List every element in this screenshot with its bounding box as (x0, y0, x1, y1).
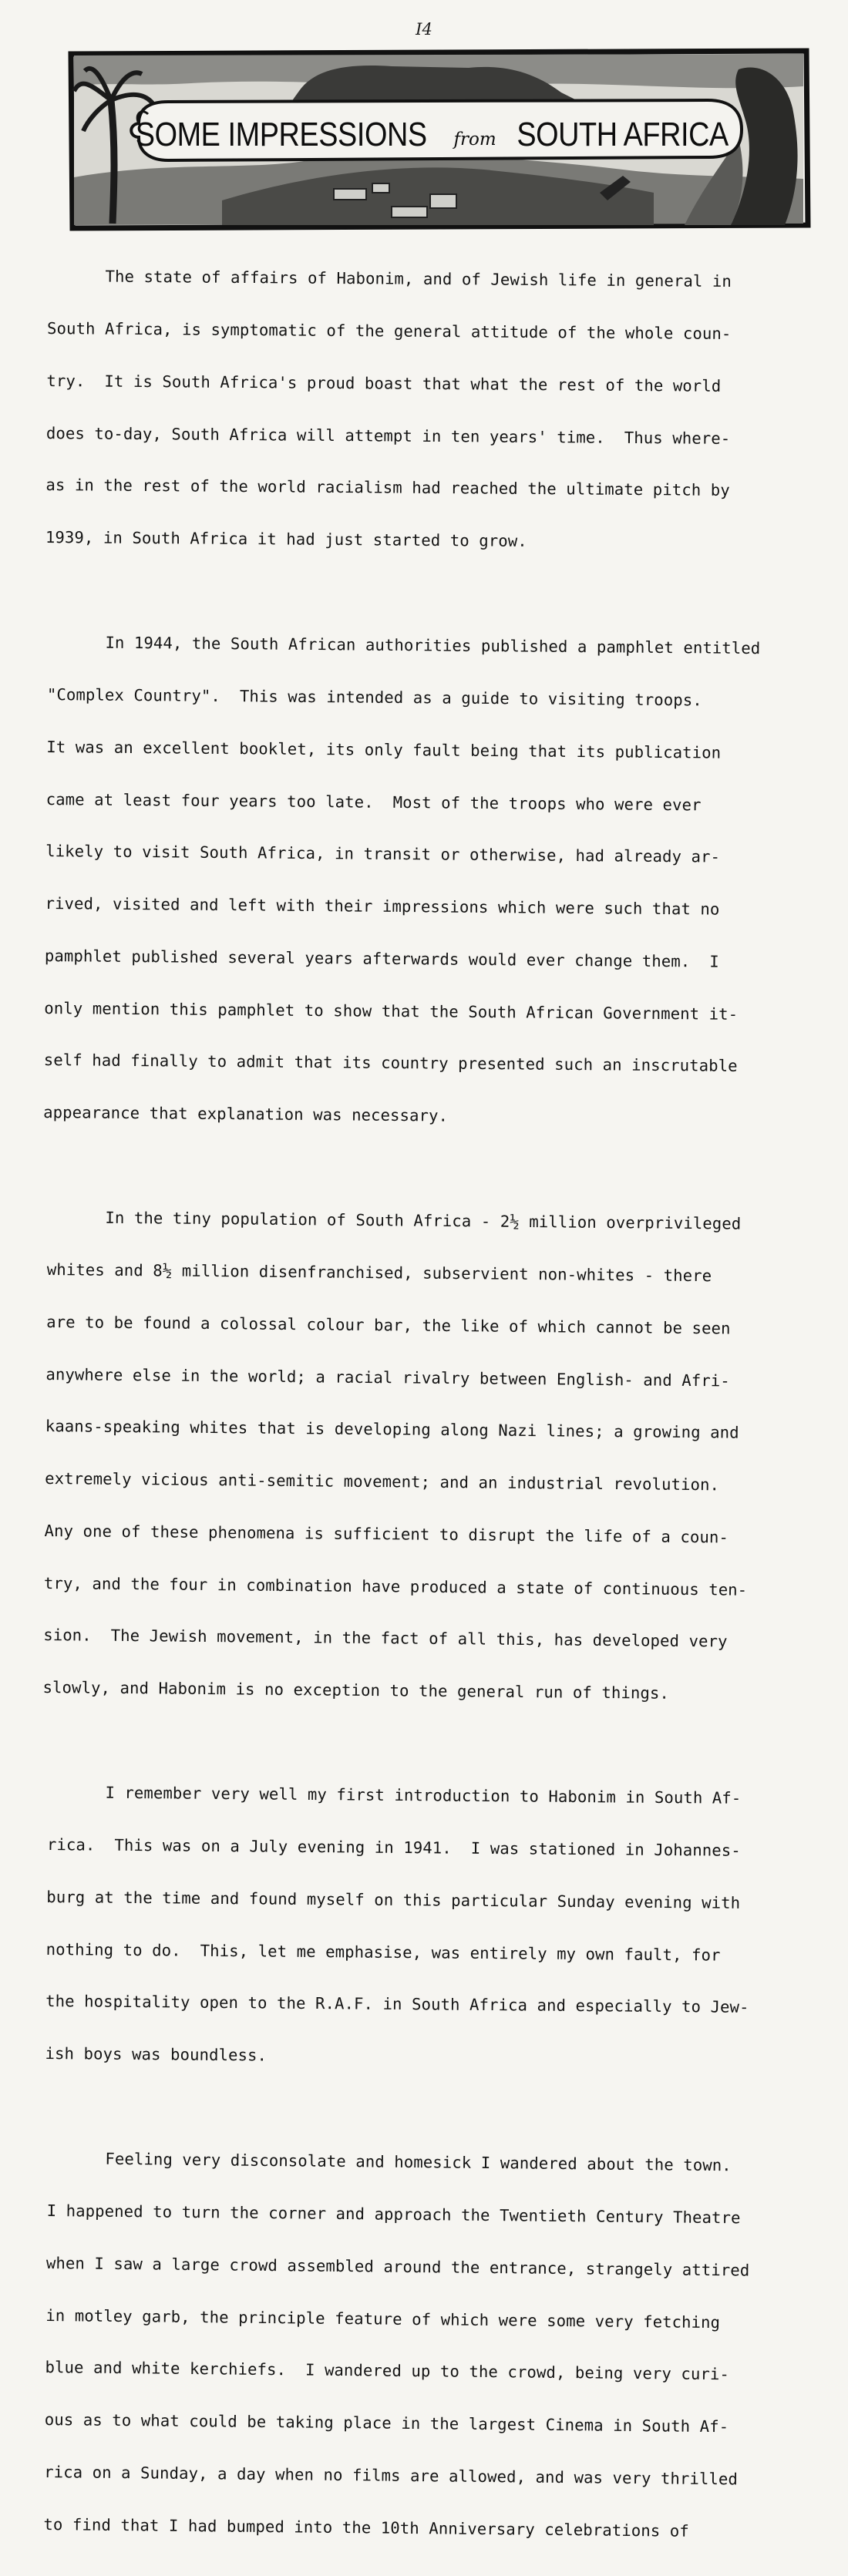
text-line: rived, visited and left with their impressions which were such that no (45, 893, 720, 919)
text-line: in motley garb, the principle feature of which were some very fetching (45, 2305, 721, 2332)
text-line: ish boys was boundless. (45, 2043, 268, 2065)
text-line: kaans-speaking whites that is developing along Nazi lines; a growing and (45, 1417, 739, 1442)
text-line: 1939, in South Africa it had just started to grow. (45, 528, 527, 550)
paragraph-4 (45, 1749, 803, 2104)
text-line: the hospitality open to the R.A.F. in South Africa and especially to Jew- (45, 1992, 749, 2017)
text-line: The state of affairs of Habonim, and of Jewish life in general in (47, 267, 732, 291)
text-line: "Complex Country". This was intended as a guide to visiting troops. (46, 684, 702, 710)
banner-title-part1: SOME IMPRESSIONS (135, 116, 427, 153)
text-line: are to be found a colossal colour bar, the like of which cannot be seen (46, 1312, 731, 1338)
paragraph-3 (42, 1174, 803, 1738)
text-line: to find that I had bumped into the 10th Anniversary celebrations of (43, 2514, 689, 2541)
text-line: rica on a Sunday, a day when no films are allowed, and was very thrilled (44, 2462, 739, 2489)
text-line: I remember very well my first introduction to Habonim in South Af- (47, 1783, 742, 1808)
text-line: burg at the time and found myself on this particular Sunday evening with (46, 1887, 741, 1912)
text-line: when I saw a large crowd assembled around the entrance, strangely attired (45, 2253, 750, 2280)
article-body (42, 233, 803, 2568)
text-line: pamphlet published several years afterwards would ever change them. I (44, 946, 719, 971)
text-line: extremely vicious anti-semitic movement; and an industrial revolution. (45, 1468, 720, 1495)
text-line: In the tiny population of South Africa - 2½ million overprivileged (47, 1208, 742, 1233)
text-line: does to-day, South Africa will attempt in ten years' time. Thus where- (45, 423, 731, 448)
text-line: try. It is South Africa's proud boast that what the rest of the world (46, 371, 722, 395)
banner-title (135, 104, 729, 166)
text-line: Feeling very disconsolate and homesick I wandered about the town. (47, 2148, 732, 2175)
text-line: anywhere else in the world; a racial rivalry between English- and Afri- (45, 1364, 730, 1390)
paragraph-5 (43, 2115, 803, 2576)
text-line: try, and the four in combination have produced a state of continuous ten- (43, 1573, 748, 1599)
banner-title-part3: SOUTH AFRICA (517, 116, 729, 153)
text-line: came at least four years too late. Most of the troops who were ever (45, 789, 702, 814)
paragraph-2 (43, 599, 803, 1163)
page-number: I4 (416, 20, 432, 39)
text-line: only mention this pamphlet to show that the South African Government it- (44, 998, 739, 1024)
paragraph-1 (45, 233, 803, 587)
text-line: nothing to do. This, let me emphasise, was entirely my own fault, for (45, 1939, 721, 1965)
text-line: slowly, and Habonim is no exception to the general run of things. (42, 1678, 670, 1703)
text-line: self had finally to admit that its country presented such an inscrutable (43, 1051, 738, 1076)
text-line: appearance that explanation was necessary. (43, 1103, 449, 1125)
text-line: blue and white kerchiefs. I wandered up to the crowd, being very curi- (45, 2358, 730, 2384)
text-line: whites and 8½ million disenfranchised, subservient non-whites - there (46, 1259, 712, 1286)
text-line: as in the rest of the world racialism had reached the ultimate pitch by (45, 476, 730, 500)
text-line: In 1944, the South African authorities published a pamphlet entitled (47, 633, 761, 658)
text-line: Any one of these phenomena is sufficient to disrupt the life of a coun- (44, 1521, 729, 1547)
text-line: I happened to turn the corner and approach the Twentieth Century Theatre (46, 2201, 741, 2228)
text-line: rica. This was on a July evening in 1941. I was stationed in Johannes- (46, 1834, 741, 1860)
text-line: South Africa, is symptomatic of the general attitude of the whole coun- (46, 318, 732, 343)
text-line: sion. The Jewish movement, in the fact of all this, has developed very (43, 1626, 728, 1651)
text-line: ous as to what could be taking place in the largest Cinema in South Af- (44, 2410, 729, 2436)
title-banner-illustration (68, 46, 809, 230)
banner-title-from: from (453, 129, 496, 150)
text-line: It was an excellent booklet, its only fault being that its publication (46, 737, 722, 762)
text-line: likely to visit South Africa, in transit or otherwise, had already ar- (45, 842, 721, 866)
